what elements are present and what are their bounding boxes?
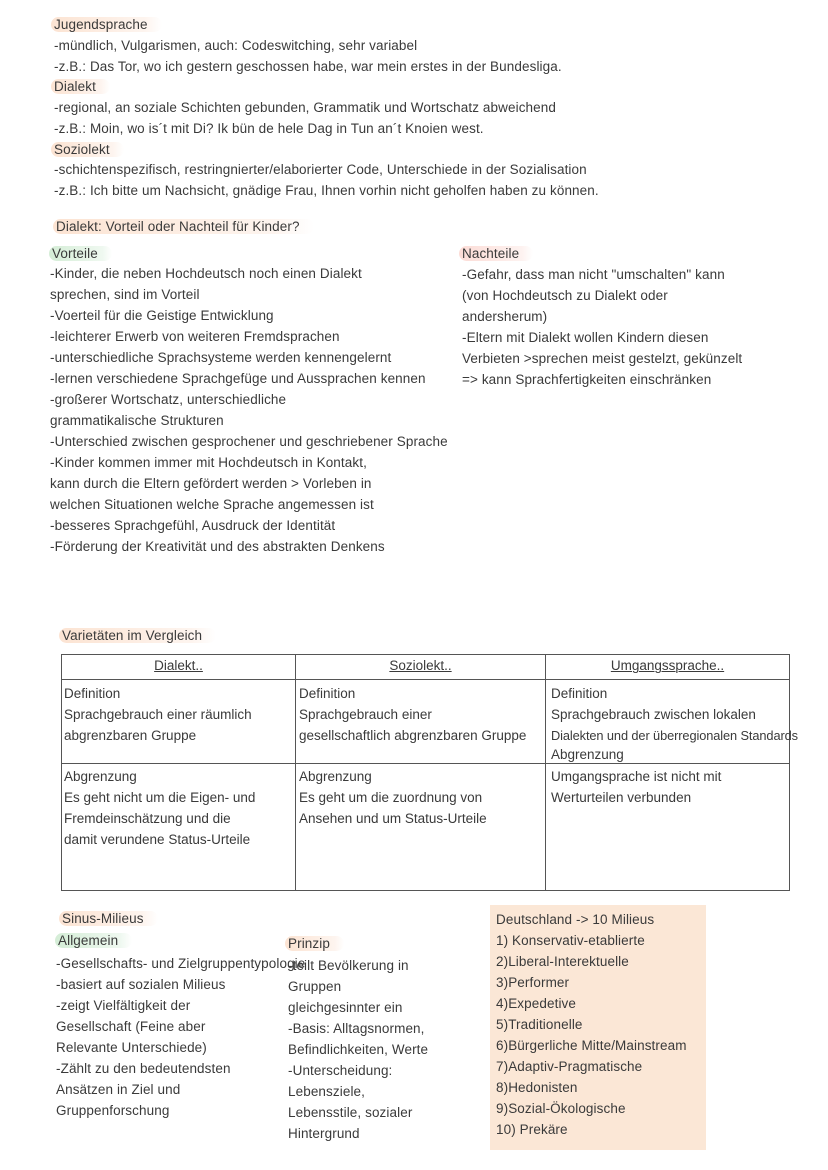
table-cell-line: Abgrenzung bbox=[299, 769, 372, 784]
table-cell-line: Sprachgebrauch zwischen lokalen bbox=[551, 707, 756, 722]
table-cell-line: Ansehen und um Status-Urteile bbox=[299, 811, 487, 826]
vergleich-heading: Varietäten im Vergleich bbox=[62, 627, 216, 645]
table-divider bbox=[62, 763, 789, 764]
prinzip-heading: Prinzip bbox=[288, 935, 344, 953]
allgemein-heading: Allgemein bbox=[58, 932, 132, 950]
table-cell-line: Definition bbox=[64, 686, 121, 701]
prinzip-line: -Unterscheidung: bbox=[288, 1063, 393, 1078]
vorteile-line: -Voerteil für die Geistige Entwicklung bbox=[50, 308, 274, 323]
sinus-heading: Sinus-Milieus bbox=[62, 910, 158, 928]
nachteile-line: -Gefahr, dass man nicht "umschalten" kann bbox=[462, 267, 725, 282]
table-cell-line: abgrenzbaren Gruppe bbox=[64, 728, 197, 743]
milieu-item: 5)Traditionelle bbox=[496, 1017, 583, 1032]
table-cell-line: Sprachgebrauch einer bbox=[299, 707, 432, 722]
nachteile-line: => kann Sprachfertigkeiten einschränken bbox=[462, 372, 712, 387]
table-divider bbox=[295, 655, 296, 890]
vorteile-line: -Unterschied zwischen gesprochener und geschriebener Sprache bbox=[50, 434, 448, 449]
jugendsprache-heading: Jugendsprache bbox=[54, 16, 162, 34]
milieu-item: 4)Expedetive bbox=[496, 996, 576, 1011]
dialekt-heading: Dialekt bbox=[54, 78, 110, 96]
dialekt-example: -z.B.: Moin, wo is´t mit Di? Ik bün de hele Dag in Tun an´t Knoien west. bbox=[54, 121, 484, 136]
vorteile-line: welchen Situationen welche Sprache angemessen ist bbox=[50, 497, 374, 512]
table-header-soziolekt: Soziolekt.. bbox=[389, 658, 452, 673]
vorteile-line: -Kinder kommen immer mit Hochdeutsch in Kontakt, bbox=[50, 455, 367, 470]
table-cell-line: Abgrenzung bbox=[64, 769, 137, 784]
allgemein-line: Gesellschaft (Feine aber bbox=[56, 1019, 206, 1034]
nachteile-line: andersherum) bbox=[462, 309, 548, 324]
allgemein-line: -basiert auf sozialen Milieus bbox=[56, 977, 226, 992]
soziolekt-description: -schichtenspezifisch, restringnierter/elaborierter Code, Unterschiede in der Sozialisation bbox=[54, 162, 587, 177]
milieu-item: 2)Liberal-Interektuelle bbox=[496, 954, 629, 969]
vorteile-line: -unterschiedliche Sprachsysteme werden kennengelernt bbox=[50, 350, 392, 365]
nachteile-line: -Eltern mit Dialekt wollen Kindern diesen bbox=[462, 330, 709, 345]
vorteile-line: grammatikalische Strukturen bbox=[50, 413, 224, 428]
table-cell-line: Es geht um die zuordnung von bbox=[299, 790, 483, 805]
prinzip-line: Gruppen bbox=[288, 979, 342, 994]
vorteile-heading: Vorteile bbox=[52, 245, 112, 263]
soziolekt-example: -z.B.: Ich bitte um Nachsicht, gnädige Frau, Ihnen vorhin nicht geholfen haben zu können. bbox=[54, 183, 599, 198]
prinzip-line: -Basis: Alltagsnormen, bbox=[288, 1021, 425, 1036]
table-cell-line: gesellschaftlich abgrenzbaren Gruppe bbox=[299, 728, 527, 743]
table-cell-line: damit verundene Status-Urteile bbox=[64, 832, 251, 847]
prinzip-line: Lebensziele, bbox=[288, 1084, 366, 1099]
table-cell-line: Sprachgebrauch einer räumlich bbox=[64, 707, 252, 722]
vorteile-line: -großerer Wortschatz, unterschiedliche bbox=[50, 392, 287, 407]
prinzip-line: Hintergrund bbox=[288, 1126, 360, 1141]
milieu-item: 6)Bürgerliche Mitte/Mainstream bbox=[496, 1038, 687, 1053]
vorteile-line: -Förderung der Kreativität und des abstrakten Denkens bbox=[50, 539, 385, 554]
table-divider bbox=[545, 655, 546, 890]
milieu-item: 9)Sozial-Ökologische bbox=[496, 1101, 626, 1116]
milieu-item: 1) Konservativ-etablierte bbox=[496, 933, 645, 948]
soziolekt-heading: Soziolekt bbox=[54, 141, 124, 159]
nachteile-heading: Nachteile bbox=[462, 245, 533, 263]
milieu-item: 10) Prekäre bbox=[496, 1122, 568, 1137]
nachteile-line: (von Hochdeutsch zu Dialekt oder bbox=[462, 288, 668, 303]
milieus-heading: Deutschland -> 10 Milieus bbox=[496, 912, 655, 927]
allgemein-line: Relevante Unterschiede) bbox=[56, 1040, 207, 1055]
vorteile-line: kann durch die Eltern gefördert werden > Vorleben in bbox=[50, 476, 372, 491]
prinzip-line: Lebensstile, sozialer bbox=[288, 1105, 413, 1120]
vorteile-line: -besseres Sprachgefühl, Ausdruck der Identität bbox=[50, 518, 336, 533]
prinzip-line: gleichgesinnter ein bbox=[288, 1000, 403, 1015]
table-cell-line: Dialekten und der überregionalen Standards bbox=[551, 728, 798, 743]
allgemein-line: Ansätzen in Ziel und bbox=[56, 1082, 181, 1097]
dialekt-question-heading: Dialekt: Vorteil oder Nachteil für Kinder? bbox=[56, 218, 314, 236]
prinzip-line: -teilt Bevölkerung in bbox=[288, 958, 409, 973]
jugendsprache-description: -mündlich, Vulgarismen, auch: Codeswitching, sehr variabel bbox=[54, 38, 418, 53]
table-header-umgangssprache: Umgangssprache.. bbox=[610, 658, 725, 673]
jugendsprache-example: -z.B.: Das Tor, wo ich gestern geschossen habe, war mein erstes in der Bundesliga. bbox=[54, 59, 562, 74]
vorteile-line: -leichterer Erwerb von weiteren Fremdsprachen bbox=[50, 329, 340, 344]
table-cell-line: Es geht nicht um die Eigen- und bbox=[64, 790, 256, 805]
table-cell-line: Fremdeinschätzung und die bbox=[64, 811, 231, 826]
nachteile-line: Verbieten >sprechen meist gestelzt, gekünzelt bbox=[462, 351, 743, 366]
table-cell-line: Umgangsprache ist nicht mit bbox=[551, 769, 722, 784]
table-cell-line: Definition bbox=[299, 686, 356, 701]
table-cell-line: Abgrenzung bbox=[551, 747, 624, 762]
milieu-item: 3)Performer bbox=[496, 975, 570, 990]
table-divider bbox=[62, 679, 789, 680]
allgemein-line: Gruppenforschung bbox=[56, 1103, 170, 1118]
allgemein-line: -zeigt Vielfältigkeit der bbox=[56, 998, 191, 1013]
table-cell-line: Werturteilen verbunden bbox=[551, 790, 692, 805]
prinzip-line: Befindlichkeiten, Werte bbox=[288, 1042, 429, 1057]
vorteile-line: -lernen verschiedene Sprachgefüge und Aussprachen kennen bbox=[50, 371, 426, 386]
dialekt-description: -regional, an soziale Schichten gebunden, Grammatik und Wortschatz abweichend bbox=[54, 100, 556, 115]
milieu-item: 7)Adaptiv-Pragmatische bbox=[496, 1059, 643, 1074]
vergleich-table bbox=[61, 654, 798, 891]
table-header-dialekt: Dialekt.. bbox=[154, 658, 203, 673]
allgemein-line: -Gesellschafts- und Zielgruppentypologie bbox=[56, 956, 306, 971]
milieu-item: 8)Hedonisten bbox=[496, 1080, 578, 1095]
allgemein-line: -Zählt zu den bedeutendsten bbox=[56, 1061, 231, 1076]
table-cell-line: Definition bbox=[551, 686, 608, 701]
vorteile-line: sprechen, sind im Vorteil bbox=[50, 287, 200, 302]
vorteile-line: -Kinder, die neben Hochdeutsch noch einen Dialekt bbox=[50, 266, 362, 281]
